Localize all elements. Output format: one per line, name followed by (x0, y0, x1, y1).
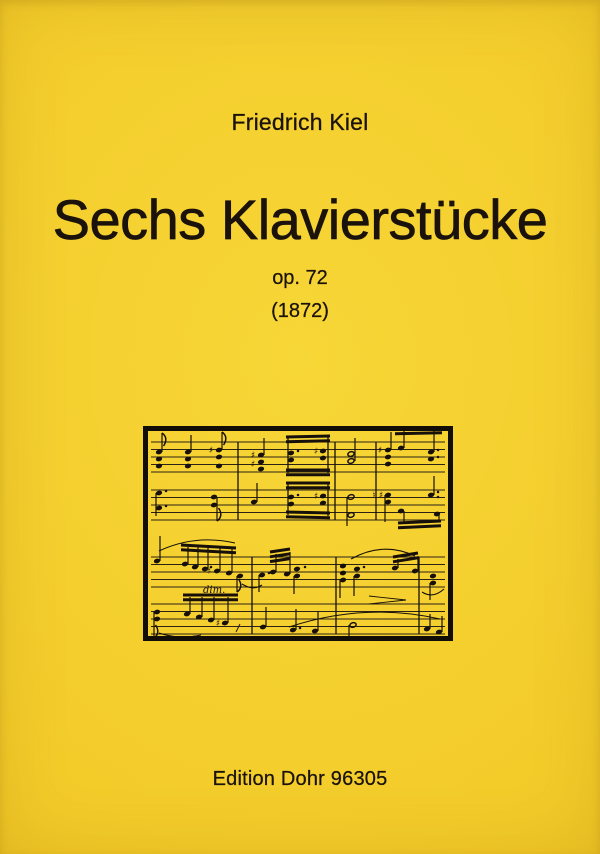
svg-text:♯: ♯ (250, 451, 256, 461)
svg-text:♯: ♯ (378, 491, 384, 501)
page-title: Sechs Klavierstücke (52, 188, 548, 251)
svg-text:♯: ♯ (208, 446, 214, 456)
music-excerpt (143, 426, 453, 641)
svg-text:♯: ♯ (313, 492, 319, 502)
composer-name: Friedrich Kiel (231, 109, 369, 135)
composition-year: (1872) (271, 300, 329, 322)
svg-text:♯: ♯ (250, 460, 256, 470)
svg-text:dim.: dim. (203, 585, 226, 596)
publisher-imprint: Edition Dohr 96305 (212, 768, 388, 790)
opus-number: op. 72 (272, 267, 328, 289)
svg-text:♯: ♯ (215, 619, 221, 629)
svg-text:♯: ♯ (377, 446, 383, 456)
music-notation-svg (143, 426, 453, 641)
svg-text:♯: ♯ (206, 567, 212, 577)
svg-text:♮: ♮ (372, 491, 376, 501)
svg-text:♯: ♯ (313, 447, 319, 457)
